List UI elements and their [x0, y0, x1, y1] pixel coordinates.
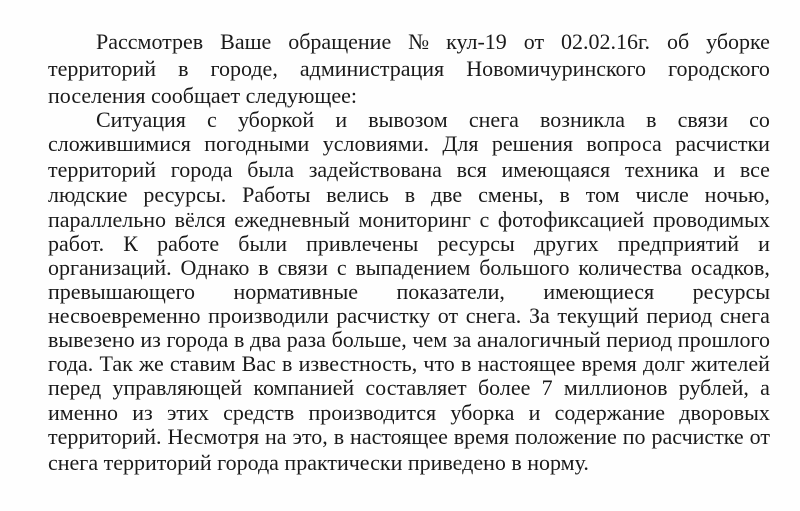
- word: фотофиксацией: [497, 207, 645, 232]
- word: более: [477, 375, 531, 400]
- paragraph2-line: снега территорий города практически приведено в норму.: [48, 450, 589, 475]
- word: решения: [491, 131, 574, 156]
- word: две: [430, 182, 463, 207]
- word: вопроса: [586, 131, 662, 156]
- word: обращение: [288, 29, 392, 54]
- word: №: [408, 29, 430, 54]
- word: аналогичный: [476, 327, 601, 352]
- word: миллионов: [563, 375, 668, 400]
- paragraph2-line: [48, 158, 770, 182]
- word: время: [581, 351, 637, 376]
- word: настоящее: [350, 424, 448, 449]
- word: за: [452, 327, 472, 352]
- word: уборка: [450, 400, 515, 425]
- word: людские: [48, 182, 128, 207]
- word: в: [404, 182, 416, 207]
- word: средств: [223, 400, 295, 425]
- word: большого: [479, 255, 570, 280]
- word: года.: [48, 351, 94, 376]
- word: снега.: [465, 303, 522, 328]
- word: содержание: [554, 400, 666, 425]
- word: и: [758, 231, 770, 256]
- word: администрация: [299, 56, 445, 81]
- word: по: [622, 424, 646, 449]
- word: числе: [635, 182, 689, 207]
- word: из: [140, 327, 161, 352]
- word: параллельно: [48, 207, 167, 232]
- paragraph1-line: [96, 30, 770, 54]
- word: выпадением: [355, 255, 471, 280]
- word: несвоевременно: [48, 303, 201, 328]
- word: города: [170, 157, 233, 182]
- paragraph2-line: [48, 328, 770, 352]
- word: Несмотря: [167, 424, 260, 449]
- word: работ.: [48, 231, 105, 256]
- paragraph2-line: [48, 132, 770, 156]
- word: два: [250, 327, 282, 352]
- word: на: [265, 424, 287, 449]
- word: уборкой: [237, 107, 315, 132]
- paragraph2-line: [48, 425, 770, 449]
- word: прошлого: [677, 327, 770, 352]
- word: кул-19: [446, 29, 507, 54]
- word: том: [585, 182, 620, 207]
- word: именно: [48, 400, 119, 425]
- word: и: [335, 107, 348, 132]
- word: погодными: [204, 131, 310, 156]
- paragraph1-line: поселения сообщает следующее:: [48, 83, 357, 108]
- paragraph2-line: [48, 183, 770, 207]
- word: имеющиеся: [543, 279, 655, 304]
- word: организаций.: [48, 255, 172, 280]
- word: Для: [442, 131, 479, 156]
- word: период: [606, 327, 673, 352]
- word: же: [139, 351, 164, 376]
- word: ресурсы: [437, 231, 515, 256]
- word: чем: [412, 327, 448, 352]
- word: от: [437, 303, 459, 328]
- word: что: [423, 351, 455, 376]
- word: от: [523, 29, 545, 54]
- word: территорий: [48, 56, 157, 81]
- word: 02.02.16г.: [561, 29, 651, 54]
- word: известность,: [298, 351, 418, 376]
- word: раза: [286, 327, 326, 352]
- paragraph2-line: [48, 376, 770, 400]
- word: работе: [157, 231, 220, 256]
- word: Вас: [241, 351, 276, 376]
- word: Однако: [180, 255, 250, 280]
- word: положение: [514, 424, 617, 449]
- word: из: [132, 400, 153, 425]
- paragraph2-line: [48, 208, 770, 232]
- word: текущий: [557, 303, 639, 328]
- word: были: [238, 231, 287, 256]
- word: этих: [166, 400, 209, 425]
- word: ресурсы.: [143, 182, 227, 207]
- word: производится: [308, 400, 437, 425]
- word: нормативные: [233, 279, 359, 304]
- paragraph2-line: [48, 232, 770, 256]
- word: снега: [719, 303, 770, 328]
- word: Ваше: [220, 29, 272, 54]
- word: это,: [292, 424, 328, 449]
- word: Так: [99, 351, 133, 376]
- word: расчистки: [675, 131, 770, 156]
- word: ресурсы: [692, 279, 770, 304]
- word: ежедневный: [234, 207, 350, 232]
- word: техника: [624, 157, 699, 182]
- paragraph2-line: [48, 304, 770, 328]
- word: 7: [541, 375, 553, 400]
- paragraph2-line: [96, 108, 770, 132]
- word: жителей: [691, 351, 770, 376]
- word: связи: [277, 255, 328, 280]
- word: со: [749, 107, 770, 132]
- paragraph1-line: [48, 57, 770, 81]
- paragraph2-line: [48, 401, 770, 425]
- word: предприятий: [617, 231, 740, 256]
- word: в: [281, 351, 293, 376]
- word: территорий: [48, 157, 157, 182]
- word: вывезено: [48, 327, 135, 352]
- word: К: [123, 231, 138, 256]
- word: производили: [208, 303, 329, 328]
- word: в: [460, 351, 472, 376]
- word: расчистку: [336, 303, 431, 328]
- word: города: [166, 327, 229, 352]
- word: ставим: [169, 351, 236, 376]
- word: ночью,: [704, 182, 770, 207]
- word: время: [453, 424, 509, 449]
- word: в: [646, 107, 657, 132]
- word: от: [749, 424, 770, 449]
- word: территорий.: [48, 424, 162, 449]
- word: снега: [468, 107, 519, 132]
- word: расчистке: [651, 424, 744, 449]
- word: уборке: [706, 29, 770, 54]
- word: вся: [456, 157, 487, 182]
- word: проводимых: [652, 207, 770, 232]
- word: Ситуация: [96, 107, 186, 132]
- word: осадков,: [690, 255, 770, 280]
- word: количества: [578, 255, 683, 280]
- word: и: [528, 400, 541, 425]
- word: период: [646, 303, 713, 328]
- word: и: [713, 157, 726, 182]
- word: сложившимися: [48, 131, 191, 156]
- word: рублей,: [678, 375, 749, 400]
- word: больше,: [331, 327, 407, 352]
- word: управляющей: [112, 375, 243, 400]
- word: с: [336, 255, 347, 280]
- word: смены,: [478, 182, 544, 207]
- word: дворовых: [679, 400, 770, 425]
- word: была: [247, 157, 294, 182]
- word: привлечены: [306, 231, 419, 256]
- word: велись: [326, 182, 389, 207]
- word: других: [533, 231, 599, 256]
- word: условиями.: [322, 131, 429, 156]
- paragraph2-line: [48, 280, 770, 304]
- word: в: [258, 255, 269, 280]
- word: вывозом: [368, 107, 448, 132]
- word: компанией: [253, 375, 355, 400]
- word: превышающего: [48, 279, 196, 304]
- word: имеющаяся: [501, 157, 611, 182]
- word: связи: [677, 107, 729, 132]
- word: задействована: [308, 157, 442, 182]
- paragraph2-line: [48, 352, 770, 376]
- word: показатели,: [396, 279, 505, 304]
- word: Рассмотрев: [96, 29, 204, 54]
- word: с: [207, 107, 217, 132]
- word: городского: [668, 56, 770, 81]
- paragraph2-line: [48, 256, 770, 280]
- word: а: [760, 375, 770, 400]
- word: в: [333, 424, 345, 449]
- word: все: [739, 157, 770, 182]
- word: долг: [642, 351, 685, 376]
- word: За: [528, 303, 550, 328]
- word: в: [233, 327, 245, 352]
- word: мониторинг: [358, 207, 471, 232]
- word: составляет: [365, 375, 467, 400]
- word: вёлся: [174, 207, 226, 232]
- word: в: [559, 182, 570, 207]
- word: в: [178, 56, 189, 81]
- word: перед: [48, 375, 102, 400]
- word: с: [479, 207, 490, 232]
- word: возникла: [540, 107, 625, 132]
- word: городе,: [210, 56, 278, 81]
- word: Работы: [242, 182, 311, 207]
- word: Новомичуринского: [466, 56, 647, 81]
- word: об: [667, 29, 690, 54]
- word: настоящее: [477, 351, 576, 376]
